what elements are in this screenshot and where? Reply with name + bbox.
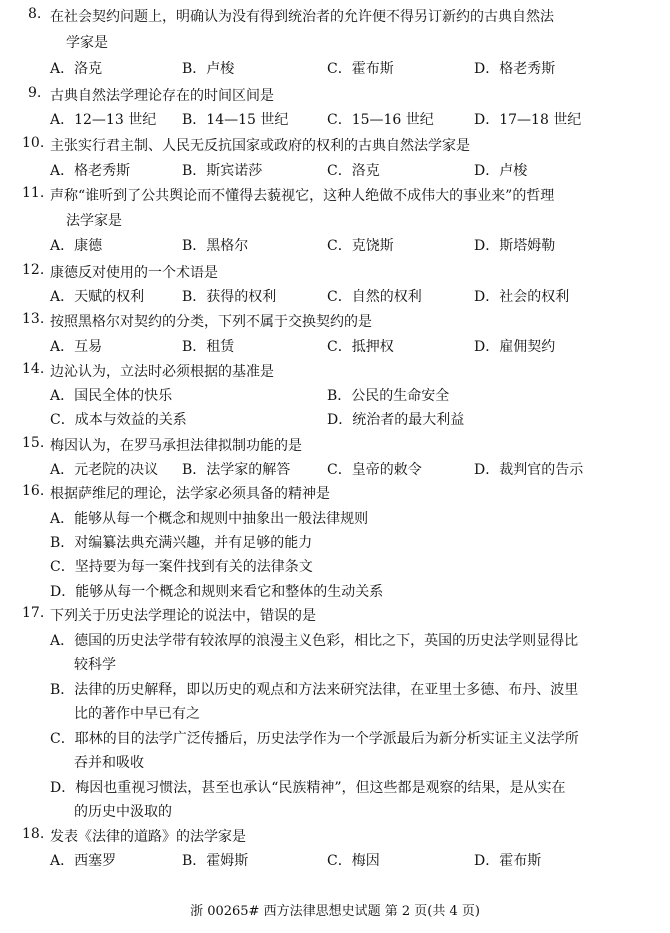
- option: C．成本与效益的关系: [50, 412, 187, 428]
- option: B．卢梭: [182, 61, 235, 77]
- option: A．西塞罗: [50, 853, 117, 869]
- option: D．霍布斯: [474, 853, 542, 869]
- question-stem-line: 声称“谁听到了公共舆论而不懂得去藐视它，这种人绝做不成伟大的事业来”的哲理: [50, 188, 555, 204]
- option: B．获得的权利: [182, 289, 277, 305]
- option-line: 的历史中汲取的: [74, 804, 172, 820]
- option: D．卢梭: [474, 163, 528, 179]
- question-number: 14.: [22, 361, 45, 377]
- question-number: 18.: [22, 826, 45, 842]
- question-stem-line: 学家是: [66, 35, 108, 51]
- option: B．霍姆斯: [182, 853, 249, 869]
- option-line: D．梅因也重视习惯法，甚至也承认“民族精神”，但这些都是观察的结果，是从实在: [50, 780, 566, 796]
- option: D．雇佣契约: [474, 339, 556, 355]
- question-stem-line: 主张实行君主制、人民无反抗国家或政府的权利的古典自然法学家是: [50, 138, 470, 154]
- option: A．洛克: [50, 61, 103, 77]
- option: A．能够从每一个概念和规则中抽象出一般法律规则: [50, 511, 369, 527]
- option-line: 比的著作中早已有之: [74, 706, 200, 722]
- option-line: B．法律的历史解释，即以历史的观点和方法来研究法律，在亚里士多德、布丹、波里: [50, 682, 579, 698]
- question-number: 17.: [22, 605, 45, 621]
- option: C．洛克: [327, 163, 380, 179]
- question-stem-line: 下列关于历史法学理论的说法中，错误的是: [50, 608, 316, 624]
- option: B．黑格尔: [182, 238, 249, 254]
- option: D．格老秀斯: [474, 61, 556, 77]
- option: A．12—13 世纪: [50, 112, 157, 128]
- question-stem-line: 发表《法律的道路》的法学家是: [50, 829, 246, 845]
- option: A．国民全体的快乐: [50, 388, 173, 404]
- question-number: 16.: [22, 483, 45, 499]
- question-number: 8.: [28, 6, 42, 22]
- option: D．能够从每一个概念和规则来看它和整体的生动关系: [50, 584, 384, 600]
- option: C．坚持要为每一案件找到有关的法律条文: [50, 559, 313, 575]
- option: A．天赋的权利: [50, 289, 145, 305]
- option: C．皇帝的敕令: [327, 462, 422, 478]
- option-line: 较科学: [74, 657, 116, 673]
- option: A．康德: [50, 238, 103, 254]
- option: C．15—16 世纪: [327, 112, 434, 128]
- option-line: A．德国的历史法学带有较浓厚的浪漫主义色彩，相比之下，英国的历史法学则显得比: [50, 633, 579, 649]
- option: A．互易: [50, 339, 103, 355]
- option: D．社会的权利: [474, 289, 570, 305]
- option: C．自然的权利: [327, 289, 422, 305]
- option: D．17—18 世纪: [474, 112, 582, 128]
- page-footer: 浙 00265# 西方法律思想史试题 第 2 页(共 4 页): [190, 904, 480, 919]
- option: B．公民的生命安全: [327, 388, 450, 404]
- question-number: 12.: [22, 262, 45, 278]
- option: D．裁判官的告示: [474, 462, 584, 478]
- option: B．法学家的解答: [182, 462, 291, 478]
- question-number: 10.: [22, 135, 45, 151]
- question-number: 11.: [22, 185, 45, 201]
- option: B．14—15 世纪: [182, 112, 289, 128]
- question-number: 15.: [22, 435, 45, 451]
- option-line: C．耶林的目的法学广泛传播后，历史法学作为一个学派最后为新分析实证主义法学所: [50, 731, 579, 747]
- option: B．租赁: [182, 339, 235, 355]
- option: D．斯塔姆勒: [474, 238, 556, 254]
- question-stem-line: 康德反对使用的一个术语是: [50, 265, 218, 281]
- question-number: 9.: [28, 85, 42, 101]
- option: B．斯宾诺莎: [182, 163, 263, 179]
- question-stem-line: 根据萨维尼的理论，法学家必须具备的精神是: [50, 486, 330, 502]
- option-line: 吞并和吸收: [74, 755, 144, 771]
- option: C．霍布斯: [327, 61, 394, 77]
- option: C．克饶斯: [327, 238, 394, 254]
- option: D．统治者的最大利益: [327, 412, 465, 428]
- question-stem-line: 法学家是: [66, 213, 122, 229]
- option: C．抵押权: [327, 339, 394, 355]
- question-stem-line: 古典自然法学理论存在的时间区间是: [50, 88, 274, 104]
- option: A．格老秀斯: [50, 163, 131, 179]
- question-stem-line: 梅因认为，在罗马承担法律拟制功能的是: [50, 438, 302, 454]
- option: B．对编纂法典充满兴趣，并有足够的能力: [50, 535, 313, 551]
- question-number: 13.: [22, 311, 45, 327]
- question-stem-line: 按照黑格尔对契约的分类，下列不属于交换契约的是: [50, 314, 372, 330]
- option: A．元老院的决议: [50, 462, 159, 478]
- question-stem-line: 在社会契约问题上，明确认为没有得到统治者的允许便不得另订新约的古典自然法: [50, 9, 554, 25]
- question-stem-line: 边沁认为，立法时必须根据的基准是: [50, 364, 274, 380]
- option: C．梅因: [327, 853, 380, 869]
